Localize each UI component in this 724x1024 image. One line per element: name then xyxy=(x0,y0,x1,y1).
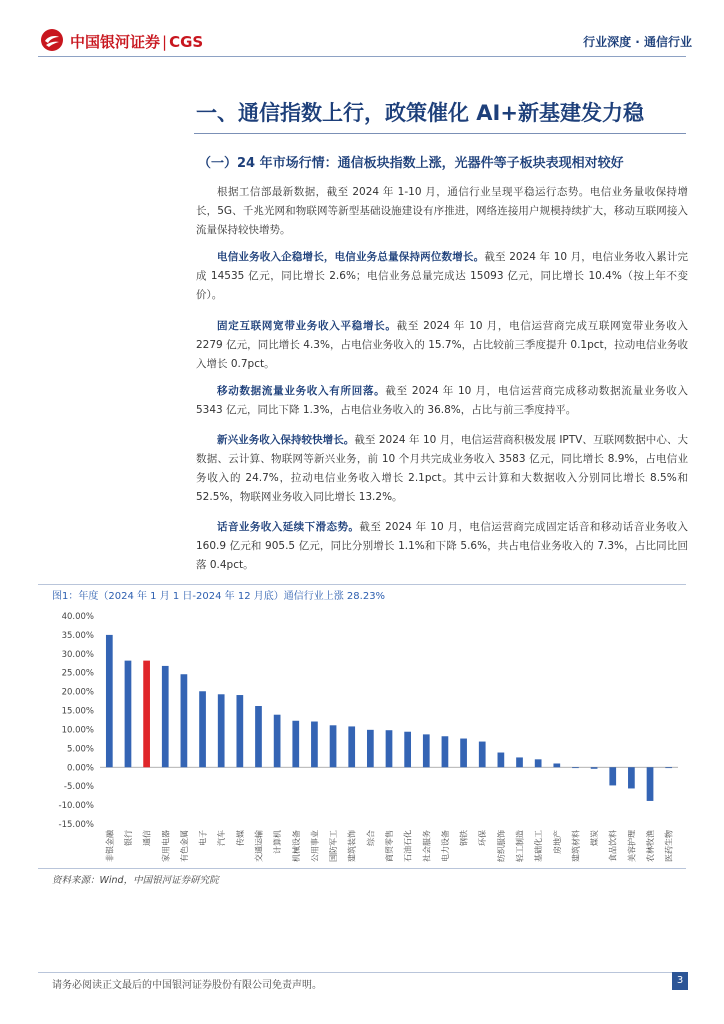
bar-电子 xyxy=(199,691,206,767)
x-tick-label: 家用电器 xyxy=(161,830,171,862)
report-type: 行业深度 · 通信行业 xyxy=(583,35,692,49)
figure-source-divider xyxy=(38,868,686,869)
logo-en: CGS xyxy=(169,33,204,51)
page-header xyxy=(0,0,724,60)
figure-source: 资料来源：Wind，中国银河证券研究院 xyxy=(52,875,219,886)
bar-医药生物 xyxy=(665,767,672,768)
footer-divider xyxy=(38,972,686,973)
paragraph-3-text: 截至 2024 年 10 月，电信运营商完成互联网宽带业务收入 2279 亿元，同比增长 4.3%，占电信业务收入的 15.7%，占比较前三季度提升 0.1pct，拉动电信业务收入增长 0.7pct。 xyxy=(196,320,688,370)
section-title: 一、通信指数上行，政策催化 AI+新基建发力稳 xyxy=(196,101,644,125)
x-tick-label: 基础化工 xyxy=(534,830,544,862)
paragraph-1-text: 根据工信部最新数据，截至 2024 年 1-10 月，通信行业呈现平稳运行态势。电信业务量收保持增长，5G、千兆光网和物联网等新型基础设施建设有序推进，网络连接用户规模持续扩大，移动互联网接入流量保持较快增势。 xyxy=(196,186,688,236)
bar-社会服务 xyxy=(423,734,430,767)
figure-title: 图1：年度（2024 年 1 月 1 日-2024 年 12 月底）通信行业上涨 28.23% xyxy=(52,591,386,602)
bar-房地产 xyxy=(553,763,560,767)
paragraph-3-lead: 固定互联网宽带业务收入平稳增长。 xyxy=(217,320,397,332)
x-tick-label: 国防军工 xyxy=(329,830,339,862)
paragraph-3 xyxy=(196,317,688,374)
bar-交通运输 xyxy=(255,706,262,767)
bar-综合 xyxy=(367,730,374,767)
x-tick-label: 房地产 xyxy=(552,830,562,854)
x-tick-label: 交通运输 xyxy=(254,830,264,862)
x-tick-label: 机械设备 xyxy=(291,830,301,862)
x-tick-label: 有色金属 xyxy=(179,830,189,862)
bar-银行 xyxy=(125,661,132,768)
paragraph-6 xyxy=(196,518,688,575)
paragraph-5-text: 截至 2024 年 10 月，电信运营商积极发展 IPTV、互联网数据中心、大数据、云计算、物联网等新兴业务，前 10 个月共完成业务收入 3583 亿元，同比增长 8.9%，占电信业务收入的 24.7%，拉动电信业务收入增长 2.1pct。其中云计算和大数据收入分别同比增长 8.5%和 52.5%，物联网业务收入同比增长 13.2%。 xyxy=(196,434,689,503)
x-tick-label: 计算机 xyxy=(273,830,283,854)
paragraph-2-text: 截至 2024 年 10 月，电信业务收入累计完成 14535 亿元，同比增长 2.6%；电信业务总量完成达 15093 亿元，同比增长 10.4%（按上年不变价）。 xyxy=(196,251,689,301)
bar-非银金融 xyxy=(106,635,113,767)
y-tick-label: -5.00% xyxy=(63,782,94,793)
x-tick-label: 建筑材料 xyxy=(571,830,581,862)
x-tick-label: 钢铁 xyxy=(459,830,469,846)
bar-商贸零售 xyxy=(386,730,393,767)
x-tick-label: 农林牧渔 xyxy=(646,830,656,862)
bar-公用事业 xyxy=(311,722,318,768)
x-tick-label: 环保 xyxy=(478,830,488,846)
bar-纺织服饰 xyxy=(498,753,505,768)
x-tick-label: 医药生物 xyxy=(664,830,674,862)
x-tick-label: 轻工制造 xyxy=(515,830,525,862)
bar-计算机 xyxy=(274,715,281,768)
logo-text xyxy=(70,31,203,52)
bar-汽车 xyxy=(218,694,225,767)
bar-建筑材料 xyxy=(572,767,579,768)
paragraph-5 xyxy=(196,431,688,507)
paragraph-6-text: 截至 2024 年 10 月，电信运营商完成固定话音和移动话音业务收入 160.9 亿元和 905.5 亿元，同比分别增长 1.1%和下降 5.6%，共占电信业务收入的 7.3%，占比同比回落 0.4pct。 xyxy=(196,521,688,571)
paragraph-2-lead: 电信业务收入企稳增长，电信业务总量保持两位数增长。 xyxy=(217,251,485,263)
x-tick-label: 美容护理 xyxy=(627,830,637,862)
y-tick-label: 0.00% xyxy=(66,763,94,774)
bar-电力设备 xyxy=(442,736,449,767)
subsection-title: （一）24 年市场行情：通信板块指数上涨，光器件等子板块表现相对较好 xyxy=(198,156,624,171)
bar-钢铁 xyxy=(460,739,467,768)
x-tick-label: 煤炭 xyxy=(590,830,600,846)
paragraph-4-text: 截至 2024 年 10 月，电信运营商完成移动数据流量业务收入 5343 亿元，同比下降 1.3%，占电信业务收入的 36.8%，占比与前三季度持平。 xyxy=(196,385,689,416)
paragraph-4-lead: 移动数据流量业务收入有所回落。 xyxy=(217,385,386,397)
section-divider xyxy=(194,133,686,134)
paragraph-2 xyxy=(196,248,688,305)
bar-有色金属 xyxy=(181,674,188,767)
bar-家用电器 xyxy=(162,666,169,767)
x-tick-label: 银行 xyxy=(123,830,133,846)
y-tick-label: -10.00% xyxy=(58,801,94,812)
bar-通信 xyxy=(143,661,150,768)
logo-separator: | xyxy=(162,33,168,51)
x-tick-label: 社会服务 xyxy=(422,830,432,862)
x-tick-label: 建筑装饰 xyxy=(347,830,357,862)
bar-食品饮料 xyxy=(609,767,616,785)
industry-return-bar-chart xyxy=(38,604,686,866)
cgs-logo-icon xyxy=(40,28,64,52)
page-number: 3 xyxy=(672,972,688,990)
x-tick-label: 传媒 xyxy=(235,830,245,846)
bar-环保 xyxy=(479,742,486,768)
paragraph-4 xyxy=(196,382,688,420)
bar-农林牧渔 xyxy=(647,767,654,801)
y-tick-label: -15.00% xyxy=(58,820,94,830)
paragraph-5-lead: 新兴业务收入保持较快增长。 xyxy=(217,434,355,446)
bar-传媒 xyxy=(236,695,243,767)
bar-石油石化 xyxy=(404,732,411,768)
x-tick-label: 综合 xyxy=(366,830,376,846)
y-tick-label: 25.00% xyxy=(61,668,94,679)
bar-煤炭 xyxy=(591,767,598,769)
bar-轻工制造 xyxy=(516,757,523,767)
y-tick-label: 15.00% xyxy=(61,706,94,717)
x-tick-label: 电子 xyxy=(198,830,208,846)
bar-美容护理 xyxy=(628,767,635,788)
y-tick-label: 20.00% xyxy=(61,687,94,698)
bar-建筑装饰 xyxy=(348,726,355,767)
x-tick-label: 食品饮料 xyxy=(608,830,618,862)
y-tick-label: 40.00% xyxy=(61,612,94,622)
x-tick-label: 非银金融 xyxy=(105,830,115,862)
paragraph-6-lead: 话音业务收入延续下滑态势。 xyxy=(217,521,360,533)
x-tick-label: 汽车 xyxy=(217,830,227,846)
x-tick-label: 石油石化 xyxy=(403,830,413,862)
bar-基础化工 xyxy=(535,759,542,767)
paragraph-1 xyxy=(196,183,688,240)
bar-国防军工 xyxy=(330,725,337,767)
logo-cn: 中国银河证券 xyxy=(70,33,161,51)
x-tick-label: 纺织服饰 xyxy=(496,830,506,862)
x-tick-label: 公用事业 xyxy=(310,830,320,862)
bar-机械设备 xyxy=(292,721,299,768)
y-tick-label: 30.00% xyxy=(61,649,94,660)
x-tick-label: 商贸零售 xyxy=(385,830,394,862)
header-divider xyxy=(38,56,686,57)
y-tick-label: 5.00% xyxy=(66,744,94,755)
footer-disclaimer: 请务必阅读正文最后的中国银河证券股份有限公司免责声明。 xyxy=(52,980,322,991)
x-tick-label: 电力设备 xyxy=(440,830,450,862)
y-tick-label: 10.00% xyxy=(61,725,94,736)
y-tick-label: 35.00% xyxy=(61,630,94,641)
x-tick-label: 通信 xyxy=(142,830,152,846)
